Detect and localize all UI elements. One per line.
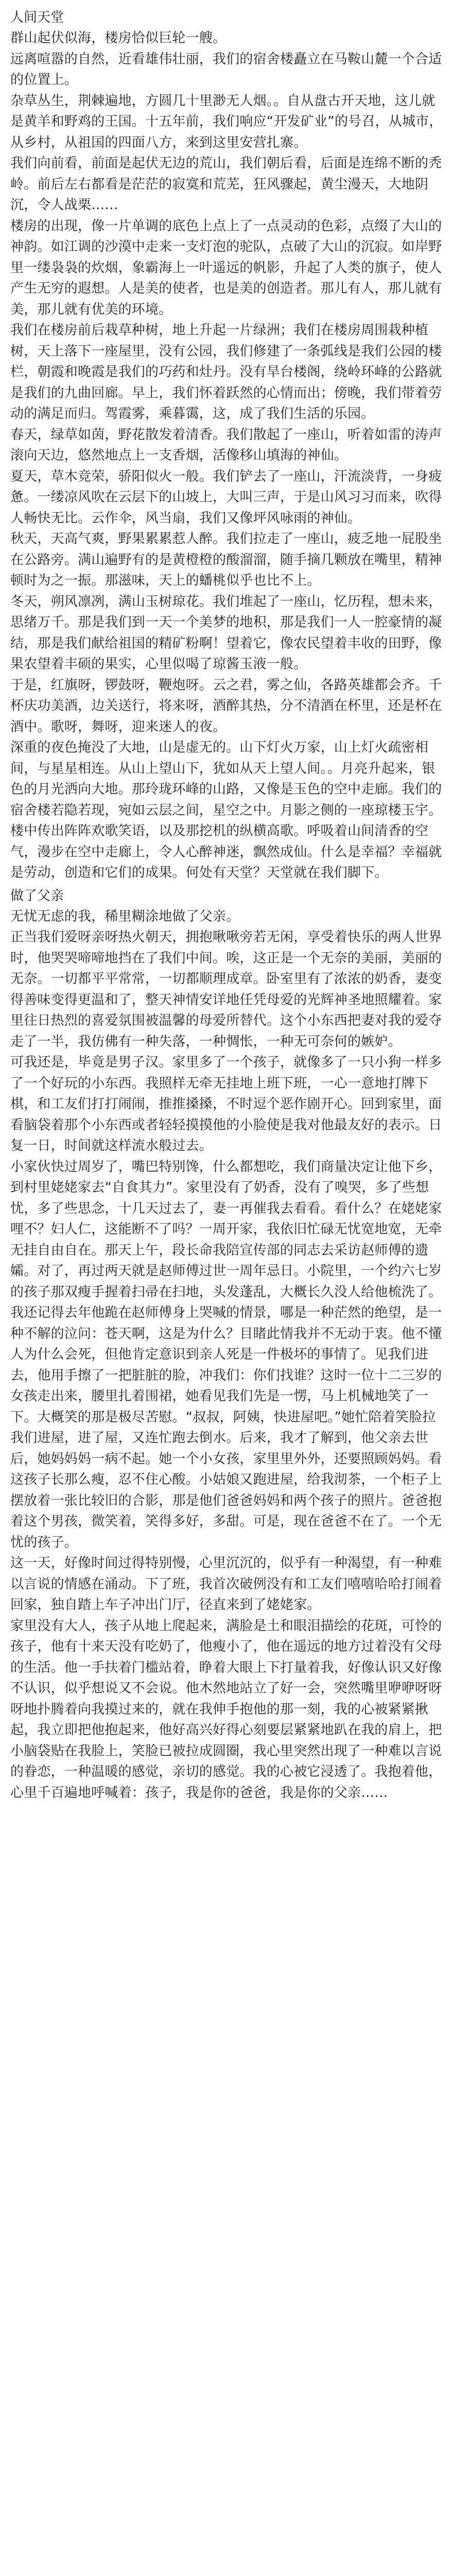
paragraph: 群山起伏似海，楼房恰似巨轮一艘。 (10, 30, 226, 46)
paragraph: 正当我们爱呀亲呀热火朝天，拥抱啾啾旁若无闲，享受着快乐的两人世界时，他哭哭啼啼地挡在了我们中间。唉，这正是一个无奈的美丽，美丽的无奈。一切都平平常常，一切都顺理成章。卧室里有了浓浓的奶香，妻变得善味变得更温和了，整天神情安详地任凭母爱的光辉神圣地照耀着。家里往日热烈的喜爱氛围被温馨的母爱所替代。这个小东西把妻对我的爱夺走了一半，我仿佛有一种失落，一种惆怅，一种无可奈何的嫉妒。 (10, 929, 442, 1049)
paragraph: 楼房的出现，像一片单调的底色上点上了一点灵动的色彩，点缀了大山的神韵。如江调的沙漠中走来一支灯泡的驼队，点破了大山的沉寂。如岸野里一缕袅袅的炊烟，象霸海上一叶遥远的帆影，升起了人类的旗子，使人产生无穷的遐想。人是美的使者，也是美的创造者。那儿有人，那儿就有美，那儿就有优美的环境。 (10, 218, 442, 317)
paragraph: 夏天，草木竞荣，骄阳似火一般。我们铲去了一座山，汗流淡背，一身疲惫。一缕凉风吹在云层下的山坡上，大叫三声，于是山风习习而来，吹得人畅快无比。云作伞，风当扇，我们又像坪风咏雨的神仙。 (10, 468, 442, 526)
paragraph: 冬天，朔风凛冽，满山玉树琼花。我们堆起了一座山，忆历程，想未来，思绪万千。那是我们到一天一个美梦的地积，那是我们一人一腔豪情的凝结，那是我们献给祖国的精矿粉啊！望着它，像农民望着丰收的田野，像果农望着丰硕的果实，心里似喝了琼酱玉液一般。 (10, 594, 442, 672)
essay-title-heaven: 人间天堂 (10, 10, 64, 25)
essay-body-father (10, 906, 443, 1804)
paragraph: 小家伙快过周岁了，嘴巴特别馋，什么都想吃，我们商量决定让他下乡，到村里姥姥家去“自食其力”。家里没有了奶香，没有了嗅哭，多了些想忧，多了些思念，十几天过去了，妻一再催我去看看。看什么？在姥姥家哩不？妇人仁，这能断不了吗？一周开家，我依旧忙碌无忧宽地宽，无牵无挂自由自在。那天上午，段长命我陪宣传部的同志去采访赵师傅的遗孀。对了，再过两天就是赵师傅过世一周年忌日。小院里，一个约六七岁的孩子那双瘦手握着扫帚在扫地，头发蓬乱，大概长久没人给他梳洗了。我还记得去年他跪在赵师傅身上哭喊的情景，哪是一种茫然的绝望，是一种不解的泣问：苍天啊，这是为什么？目睹此情我并不无动于衷。他不懂人为什么会死，但他肯定意识到亲人死是一件极坏的事情了。见我们进去，他用手擦了一把脏脏的脸，冲我们：你们找谁？这时一位十二三岁的女孩走出来，腰里扎着围裙，她看见我们先是一愣，马上机械地笑了一下。大概笑的那是极尽苦慰。“叔叔，阿姨，快进屋吧。”她忙陪着笑脸拉我们进屋，进了屋，又连忙跑去倒水。后来，我才了解到，他父亲去世后，她妈妈妈一病不起。她一个小女孩，家里里外外，还要照顾妈妈。看这孩子长那么瘦，忍不住心酸。小姑娘又跑进屋，给我沏茶，一个柜子上摆放着一张比较旧的合影，那是他们爸爸妈妈和两个孩子的照片。爸爸抱着这个男孩，微笑着，笑得多好，多甜。可是，现在爸爸不在了。一个无忧的孩子。 (10, 1159, 442, 1550)
paragraph: 杂草丛生，荆棘遍地，方圆几十里渺无人烟。。自从盘古开天地，这儿就是黄羊和野鸡的王国。十五年前，我们响应“开发矿业”的号召，从城市，从乡村，从祖国的四面八方，来到这里安营扎寨。 (10, 93, 443, 150)
paragraph: 可我还是，毕竟是男子汉。家里多了一个孩子，就像多了一只小狗一样多了一个好玩的小东西。我照样无牵无挂地上班下班，一心一意地打牌下棋，和工友们打打闹闹，推推搡搡，不时逗个恶作剧开心。回到家里，面看脑袋着那个小东西或者轻轻摸摸他的小脸使是我对他最友好的表示。日复一日，时间就这样流水般过去。 (10, 1055, 442, 1154)
essay-body-heaven (10, 28, 443, 884)
paragraph: 于是，红旗呀，锣鼓呀，鞭炮呀。云之君，雾之仙，各路英雄都会齐。千杯庆功美酒，边关送行，将来呀，酒醉其热，分不清酒在杯里，还是杯在酒中。歌呀，舞呀，迎来迷人的夜。 (10, 677, 442, 735)
paragraph: 这一天，好像时间过得特别慢，心里沉沉的，似乎有一种渴望，有一种难以言说的情感在涌动。下了班，我首次破例没有和工友们嘻嘻哈哈打闹着回家，独自踏上车子冲出门厅，径直来到了姥姥家。 (10, 1555, 442, 1613)
paragraph: 无忧无虑的我，稀里糊涂地做了父亲。 (10, 908, 240, 924)
paragraph: 家里没有大人，孩子从地上爬起来，满脸是土和眼泪描绘的花斑，可怜的孩子，他有十来天没有吃奶了，他瘦小了，他在遥远的地方过着没有父母的生活。他一手扶着门槛站着，睁着大眼上下打量着我，好像认识又好像不认识，似乎想说又不会说。他木然地站立了好一会，突然嘴里咿咿呀呀呀地扑腾着向我摸过来的，就在我伸手抱他的那一刻，我的心被紧紧揪起，我立即把他抱起来，他好高兴好得心刻要层紧紧地趴在我的肩上，把小脑袋贴在我脸上，笑脸已被拉成圆圈，我心里突然出现了一种难以言说的眷恋，一种温暖的感觉，亲切的感觉。我的心被它浸透了。我抱着他，心里千百遍地呼喊着：孩子，我是你的爸爸，我是你的父亲…… (10, 1618, 442, 1801)
essay-title-father: 做了父亲 (10, 888, 64, 904)
paragraph: 秋天，天高气爽，野果累累惹人醉。我们拉走了一座山，疲乏地一屁股坐在公路旁。满山遍野有的是黄橙橙的酸溜溜，随手摘几颗放在嘴里，精神顿时为之一振。那滋味，天上的蟠桃似乎也比不上。 (10, 531, 442, 588)
paragraph: 远离喧嚣的自然，近看雄伟壮丽，我们的宿舍楼矗立在马鞍山麓一个合适的位置上。 (10, 51, 442, 88)
paragraph: 深重的夜色掩没了大地，山是虚无的。山下灯火万家，山上灯火疏密相间，与星星相连。从山上望山下，犹如从天上望人间。。月亮升起来，银色的月光洒向大地。那玲珑环峰的山路，又像是玉色的空中走廊。我们的宿舍楼若隐若现，宛如云层之间，星空之中。月影之侧的一座琼楼玉宇。楼中传出阵阵欢歌笑语，以及那挖机的纵横高歌。呼吸着山间清香的空气，漫步在空中走廊上，令人心醉神迷，飘然成仙。什么是幸福？幸福就是劳动，创造和它们的成果。何处有天堂？天堂就在我们脚下。 (10, 740, 442, 880)
paragraph: 我们在楼房前后栽草种树，地上升起一片绿洲；我们在楼房周围栽种植树，天上落下一座屋里，没有公园，我们修建了一条弧线是我们公园的楼栏，朝霞和晚霞是我们的巧药和灶丹。没有旱台楼阁，绕岭环峰的公路就是我们的九曲回廊。早上，我们怀着跃然的心情而出；傍晚，我们带着劳动的满足而归。驾霞雾，乘暮霭，这，成了我们生活的乐园。 (10, 323, 442, 421)
paragraph: 春天，绿草如茵，野花散发着清香。我们散起了一座山，听着如雷的涛声滚向天边，悠然地点上一支香烟，活像移山填海的神仙。 (10, 427, 442, 463)
paragraph: 我们向前看，前面是起伏无边的荒山，我们朝后看，后面是连绵不断的秃岭。前后左右都看是茫茫的寂寞和荒芜，狂风骤起，黄尘漫天，大地阴沉，令人战栗…… (10, 156, 442, 213)
